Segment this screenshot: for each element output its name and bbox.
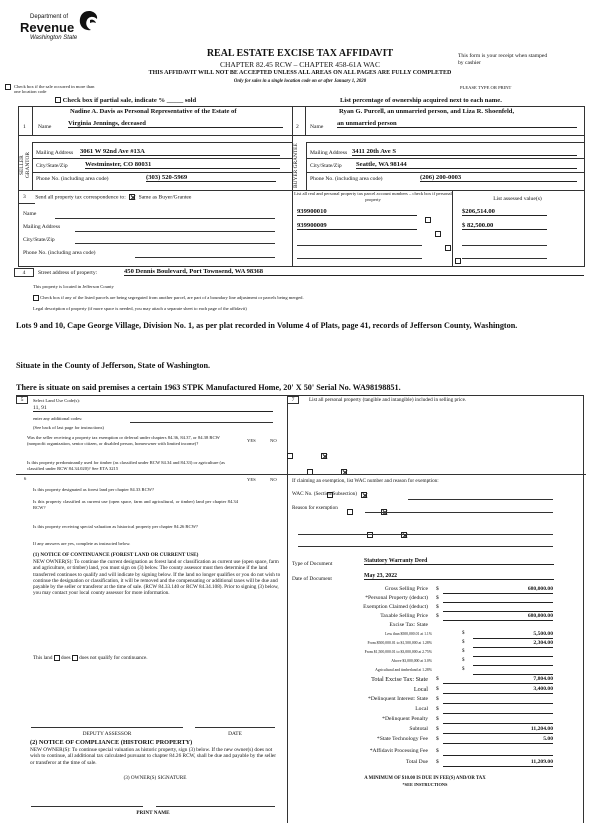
subtotal-currency: $ xyxy=(436,726,439,732)
s6-question-2: Is this property classified as current use (open space, farm and agricultural, or timber) land per chapter 84.34 RCW? xyxy=(33,499,238,510)
land-use-label: Select Land Use Code(s): xyxy=(33,398,81,403)
section3-label: Send all property tax correspondence to: xyxy=(35,194,126,201)
tier2-currency: $ xyxy=(462,640,465,645)
s3-mailing-field[interactable] xyxy=(75,231,275,232)
tech-fee-label: *State Technology Fee xyxy=(376,736,428,742)
local-value[interactable]: 3,400.00 xyxy=(443,686,553,694)
does-label: does xyxy=(61,655,71,662)
affidavit-fee-label: *Affidavit Processing Fee xyxy=(369,748,428,754)
tier1-label: Less than $500,000.01 at 1.1% xyxy=(385,632,432,636)
form-warning: THIS AFFIDAVIT WILL NOT BE ACCEPTED UNLESS ALL AREAS ON ALL PAGES ARE FULLY COMPLETED xyxy=(148,70,452,76)
delinq-penalty-label: *Delinquent Penalty xyxy=(382,716,428,722)
minimum-note: A MINIMUM OF $10.00 IS DUE IN FEE(S) AND/OR TAX xyxy=(364,776,486,781)
section3-number: 3 xyxy=(23,194,26,201)
tier5-value[interactable] xyxy=(473,667,553,675)
s3-phone-label: Phone No. (including area code) xyxy=(23,250,96,256)
section7-label: List all personal property (tangible and intangible) included in selling price. xyxy=(309,397,467,403)
land-qualify-prefix: This land xyxy=(33,655,53,662)
seller-city-label: City/State/Zip xyxy=(36,163,68,169)
logo-line1: Department of xyxy=(30,14,69,20)
partial-sale-check[interactable] xyxy=(55,97,196,104)
seller-city[interactable]: Westminster, CO 80031 xyxy=(85,161,280,169)
deputy-assessor-label: DEPUTY ASSESSOR xyxy=(82,731,132,737)
form-subtitle: CHAPTER 82.45 RCW – CHAPTER 458-61A WAC xyxy=(220,60,380,69)
assessed-value-2[interactable]: $ 82,500.00 xyxy=(462,222,547,230)
tier1-currency: $ xyxy=(462,631,465,636)
local-label: Local xyxy=(413,686,428,693)
tier4-currency: $ xyxy=(462,658,465,663)
does-qualify-checkbox[interactable] xyxy=(54,655,60,661)
section4-number: 4 xyxy=(14,268,34,277)
delinq-penalty-currency: $ xyxy=(436,716,439,722)
tier3-currency: $ xyxy=(462,649,465,654)
owner-signature-label: (3) OWNER(S) SIGNATURE xyxy=(123,775,187,781)
gross-label: Gross Selling Price xyxy=(384,586,428,592)
doc-date[interactable]: May 23, 2022 xyxy=(364,573,554,580)
total-state-value[interactable]: 7,804.00 xyxy=(443,676,553,684)
seller-name-line1[interactable]: Nadine A. Davis as Personal Representative of the Estate of xyxy=(70,108,237,115)
tech-fee-value[interactable]: 5.00 xyxy=(443,736,553,744)
wac-field[interactable] xyxy=(408,499,553,500)
date-label: DATE xyxy=(228,731,242,737)
excise-state-label: Excise Tax: State xyxy=(389,622,428,628)
additional-codes-field[interactable] xyxy=(130,422,273,423)
tier2-label: From $500,000.01 to $1,500,000 at 1.28% xyxy=(367,641,432,645)
tier5-currency: $ xyxy=(462,667,465,672)
ownership-note: List percentage of ownership acquired next to each name. xyxy=(340,97,502,104)
land-use-codes[interactable]: 11, 91 xyxy=(33,405,273,412)
see-instructions: *SEE INSTRUCTIONS xyxy=(402,782,448,787)
total-due-currency: $ xyxy=(436,759,439,765)
s5-q1-no[interactable] xyxy=(321,453,327,459)
seller-name-label: Name xyxy=(38,124,52,130)
delinq-int-local-label: Local xyxy=(415,706,428,712)
affidavit-fee-value[interactable] xyxy=(443,748,553,756)
legal-description-p3: There is situate on said premises a certain 1963 STPK Manufactured Home, 20' X 50' Serial No. WA98198851. xyxy=(16,383,401,392)
delinq-int-state-currency: $ xyxy=(436,696,439,702)
parcel-personal-checkbox-4[interactable] xyxy=(455,258,461,264)
type-or-print: PLEASE TYPE OR PRINT xyxy=(460,85,512,90)
s6-q2-yes[interactable] xyxy=(347,509,353,515)
gross-value[interactable]: 680,000.00 xyxy=(443,586,553,594)
dor-logo xyxy=(20,8,105,46)
subtotal-value[interactable]: 11,204.00 xyxy=(443,726,553,734)
s6-q1-no[interactable] xyxy=(361,492,367,498)
s3-city-label: City/State/Zip xyxy=(23,237,55,243)
yes-header-6: YES xyxy=(247,477,256,482)
buyer-name-label: Name xyxy=(310,124,324,130)
street-label: Street address of property: xyxy=(38,270,98,276)
land-qualify-row xyxy=(33,655,148,661)
delinq-int-local-currency: $ xyxy=(436,706,439,712)
multi-location-check[interactable] xyxy=(5,84,100,95)
tier3-value[interactable] xyxy=(473,649,553,657)
taxable-label: Taxable Selling Price xyxy=(380,613,428,619)
segregated-check[interactable] xyxy=(33,295,304,301)
section6-number: 6 xyxy=(24,476,27,481)
parcel-number-4[interactable] xyxy=(297,258,422,259)
buyer-mailing[interactable]: 3411 20th Ave S xyxy=(352,148,577,156)
same-as-buyer-label: Same as Buyer/Grantee xyxy=(138,194,192,201)
legal-label: Legal description of property (if more space is needed, you may attach a separate sheet to each page of the affidavit) xyxy=(33,306,247,311)
tier3-label: From $1,500,000.01 to $3,000,000 at 2.75% xyxy=(364,650,432,654)
multi-location-label: Check box if the sale occurred in more than one location code xyxy=(14,84,95,95)
section5-number: 5 xyxy=(16,396,28,404)
s6-question-3: Is this property receiving special valuation as historical property per chapter 84.26 RCW? xyxy=(33,524,198,529)
tier2-value[interactable]: 2,304.00 xyxy=(473,640,553,648)
reason-field-2[interactable] xyxy=(298,534,553,535)
taxable-value[interactable]: 680,000.00 xyxy=(443,613,553,621)
buyer-mailing-label: Mailing Address xyxy=(310,150,348,156)
local-currency: $ xyxy=(436,686,439,692)
buyer-name-line1[interactable]: Ryan G. Purcell, an unmarried person, and Liza R. Shoenfeld, xyxy=(339,108,515,115)
street-address[interactable]: 450 Dennis Boulevard, Port Townsend, WA 98368 xyxy=(124,268,584,276)
legal-description-p1: Lots 9 and 10, Cape George Village, Division No. 1, as per plat recorded in Volume 4 of Plats, page 41, records of Jefferson County, Washington. xyxy=(16,321,518,330)
total-state-label: Total Excise Tax: State xyxy=(371,676,428,683)
does-not-qualify-checkbox[interactable] xyxy=(72,655,78,661)
doc-type-label: Type of Document xyxy=(292,561,333,567)
doc-type[interactable]: Statutory Warranty Deed xyxy=(364,558,554,565)
subtotal-label: Subtotal xyxy=(409,726,428,732)
section7-number: 7 xyxy=(287,396,299,404)
exemption-claimed-label: Exemption Claimed (deduct) xyxy=(363,604,428,610)
total-due-value[interactable]: 11,209.00 xyxy=(443,759,553,767)
logo-swoosh-icon xyxy=(78,10,100,32)
exemption-value[interactable] xyxy=(443,604,553,612)
additional-codes-label: enter any additional codes: xyxy=(33,416,83,421)
buyer-side-label: BUYER GRANTEE xyxy=(293,143,299,188)
tier1-value[interactable]: 5,500.00 xyxy=(473,631,553,639)
s6-question-1: Is this property designated as forest land per chapter 84.33 RCW? xyxy=(33,487,155,492)
form-note: Only for sales in a single location code on or after January 1, 2020 xyxy=(233,79,367,84)
multi-location-checkbox[interactable] xyxy=(5,84,11,90)
s5-question-2: Is this property predominantly used for timber (as classified under RCW 84.34 and 84.33) or agriculture (as classified under RCW 84.34.020)? See ETA 3215 xyxy=(27,460,225,471)
s3-name-field[interactable] xyxy=(55,218,275,219)
total-due-label: Total Due xyxy=(405,759,428,765)
segregated-label: Check box if any of the listed parcels are being segregated from another parcel, are part of a boundary line adjustment or parcels being merged. xyxy=(40,295,304,301)
tier5-label: Agricultural and timberland at 1.28% xyxy=(375,668,432,672)
delinq-int-local-value[interactable] xyxy=(443,706,553,714)
yes-header-5: YES xyxy=(247,438,256,443)
buyer-number: 2 xyxy=(296,124,299,130)
does-not-label: does not qualify for continuance. xyxy=(79,655,148,662)
seller-phone[interactable]: (303) 520-5969 xyxy=(146,174,276,182)
parcel-personal-checkbox-2[interactable] xyxy=(435,231,441,237)
parcel-personal-checkbox-1[interactable] xyxy=(425,217,431,223)
legal-description-p2: Situate in the County of Jefferson, State of Washington. xyxy=(16,361,211,370)
reason-label: Reason for exemption xyxy=(292,505,338,511)
buyer-phone-label: Phone No. (including area code) xyxy=(310,176,383,182)
tier4-label: Above $3,000,000 at 3.0% xyxy=(391,659,432,663)
delinq-int-state-value[interactable] xyxy=(443,696,553,704)
total-state-currency: $ xyxy=(436,676,439,682)
seller-name-line2[interactable]: Virginia Jennings, deceased xyxy=(68,120,283,128)
assessed-value-4[interactable] xyxy=(462,258,547,259)
buyer-name-line2[interactable]: an unmarried person xyxy=(337,120,577,128)
no-header-5: NO xyxy=(270,438,277,443)
buyer-city-label: City/State/Zip xyxy=(310,163,342,169)
s5-q1-yes[interactable] xyxy=(287,453,293,459)
deputy-assessor-line[interactable] xyxy=(31,727,183,728)
buyer-city[interactable]: Seattle, WA 98144 xyxy=(356,161,577,169)
partial-sale-checkbox[interactable] xyxy=(55,97,61,103)
s3-mailing-label: Mailing Address xyxy=(23,224,61,230)
assessed-header: List assessed value(s) xyxy=(493,196,542,202)
exemption-currency: $ xyxy=(436,604,439,610)
reason-field-1[interactable] xyxy=(365,512,553,513)
notice2-body: NEW OWNER(S): To continue special valuation as historic property, sign (3) below. If the new owner(s) does not wish to continue, all additional tax calculated pursuant to chapter 84.26 RCW, shall be due and payable by the seller or transferor at the time of sale. xyxy=(30,747,277,766)
wac-label: WAC No. (Section/Subsection) xyxy=(292,491,357,497)
same-as-buyer-checkbox[interactable] xyxy=(129,194,135,200)
no-header-6: NO xyxy=(270,477,277,482)
s3-city-field[interactable] xyxy=(75,243,275,244)
parcel-number-1[interactable]: 939900010 xyxy=(297,208,417,216)
s3-phone-field[interactable] xyxy=(135,257,275,258)
logo-line3: Washington State xyxy=(30,35,78,41)
parcel-personal-checkbox-3[interactable] xyxy=(445,245,451,251)
personal-value[interactable] xyxy=(443,595,553,603)
seller-mailing[interactable]: 3061 W 92nd Ave #13A xyxy=(80,148,280,156)
assessed-value-3[interactable] xyxy=(462,245,547,246)
affidavit-fee-currency: $ xyxy=(436,748,439,754)
print-name-label: PRINT NAME xyxy=(136,810,170,816)
buyer-phone[interactable]: (206) 200-0003 xyxy=(420,174,577,182)
owner-signature-line[interactable] xyxy=(31,806,143,807)
print-name-line[interactable] xyxy=(156,806,275,807)
reason-field-3[interactable] xyxy=(298,546,553,547)
notice1-body: NEW OWNER(S): To continue the current designation as forest land or classification as current use (open space, farm and agriculture, or timber) land, you must sign on (3) below. The county assessor must then determine if the land transferred continues to qualify and will indicate by signing below. If the land no longer qualifies or you do not wish to continue the designation or classification, it will be removed and the compensating or additional taxes will be due and payable by the seller or transferor at the time of sale. (RCW 84.33.140 or RCW 84.34.108). Prior to signing (3) below, you may contact your local county assessor for more information. xyxy=(33,559,281,597)
personal-currency: $ xyxy=(436,595,439,601)
receipt-note: This form is your receipt when stamped by cashier xyxy=(458,53,548,66)
tech-fee-currency: $ xyxy=(436,736,439,742)
doc-date-label: Date of Document xyxy=(292,576,332,582)
taxable-currency: $ xyxy=(436,613,439,619)
exemption-label: If claiming an exemption, list WAC number and reason for exemption: xyxy=(292,478,439,484)
segregated-checkbox[interactable] xyxy=(33,295,39,301)
logo-line2: Revenue xyxy=(20,20,75,35)
delinq-int-state-label: *Delinquent Interest: State xyxy=(368,696,428,702)
form-title: REAL ESTATE EXCISE TAX AFFIDAVIT xyxy=(206,48,394,59)
seller-phone-label: Phone No. (including area code) xyxy=(36,176,109,182)
seller-mailing-label: Mailing Address xyxy=(36,150,74,156)
date-line[interactable] xyxy=(195,727,275,728)
section3-row xyxy=(23,194,191,200)
gross-currency: $ xyxy=(436,586,439,592)
parcels-header: List all real and personal property tax parcel account numbers – check box if personal property xyxy=(294,191,452,202)
if-yes-note: If any answers are yes, complete as instructed below. xyxy=(33,541,131,546)
personal-label: *Personal Property (deduct) xyxy=(365,595,428,601)
parcel-number-2[interactable]: 939900009 xyxy=(297,222,417,230)
parcel-number-3[interactable] xyxy=(297,245,422,246)
seller-number: 1 xyxy=(23,124,26,130)
see-back: (See back of last page for instructions) xyxy=(33,425,104,430)
s5-question-1: Was the seller receiving a property tax exemption or deferral under chapters 84.36, 84.37, or 84.38 RCW (nonprofit organization, senior citizen, or disabled person, homeowner with limited income)? xyxy=(27,435,220,446)
tier4-value[interactable] xyxy=(473,658,553,666)
notice2-title: (2) NOTICE OF COMPLIANCE (HISTORIC PROPERTY) xyxy=(30,739,193,746)
partial-sale-label: Check box if partial sale, indicate % _____ sold xyxy=(62,97,197,104)
notice1-title: (1) NOTICE OF CONTINUANCE (FOREST LAND OR CURRENT USE) xyxy=(33,552,199,558)
seller-side-label: SELLER GRANTOR xyxy=(19,152,31,179)
assessed-value-1[interactable]: $206,514.00 xyxy=(462,208,547,216)
s3-name-label: Name xyxy=(23,211,37,217)
delinq-penalty-value[interactable] xyxy=(443,716,553,724)
county-line: This property is located in Jefferson County xyxy=(33,284,114,289)
